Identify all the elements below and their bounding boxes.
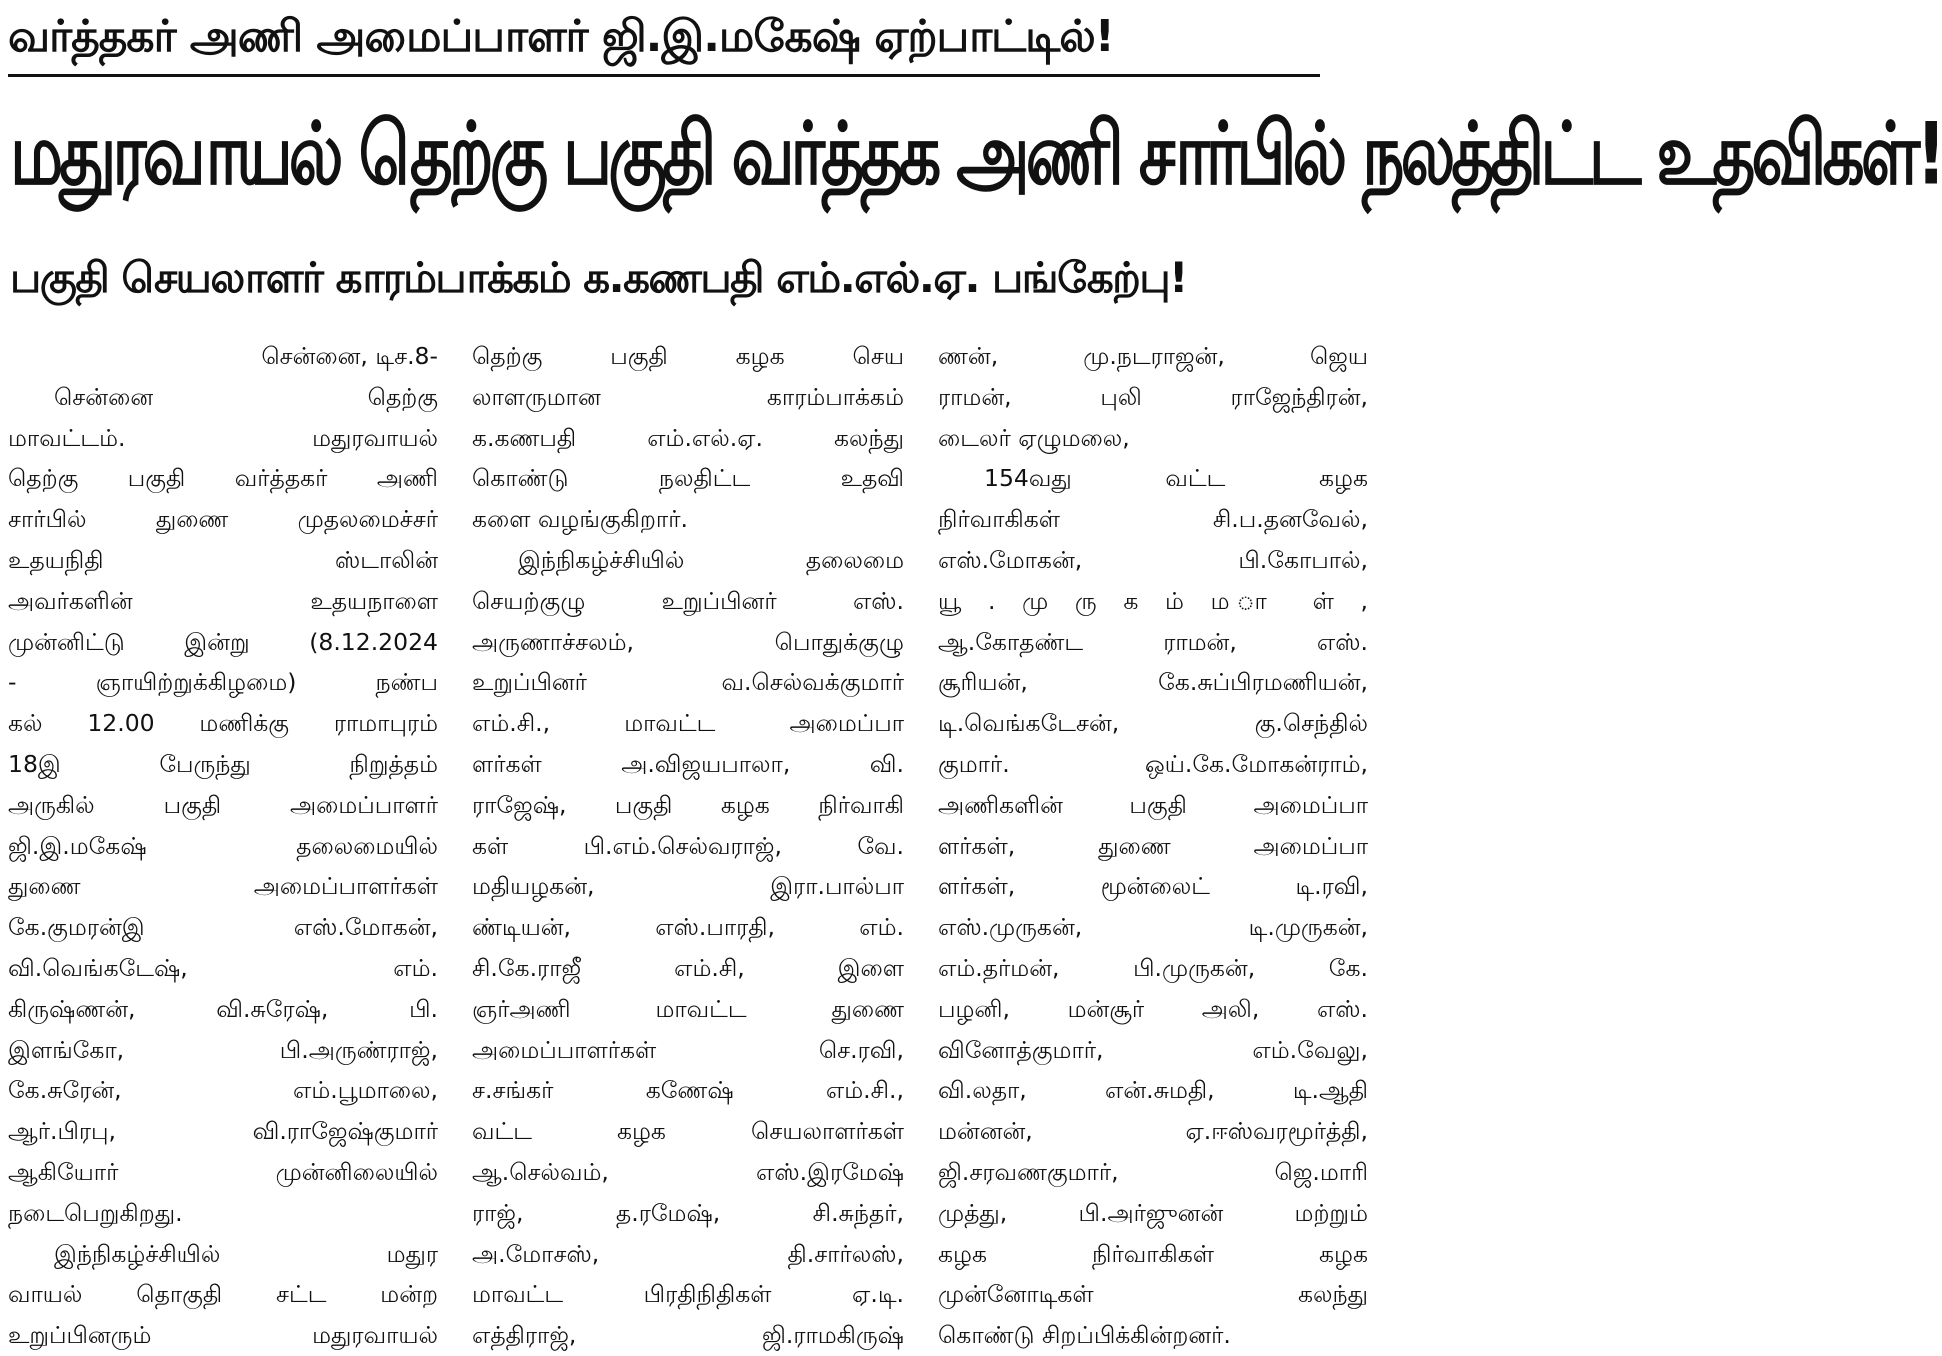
column-line: ளர்கள், மூன்லைட் டி.ரவி, (938, 872, 1368, 901)
column-line: ஜி.இ.மகேஷ் தலைமையில் (8, 831, 438, 860)
column-line: வினோத்குமார், எம்.வேலு, (938, 1035, 1368, 1064)
sub-headline: பகுதி செயலாளர் காரம்பாக்கம் க.கணபதி எம்.எல்.ஏ. பங்கேற்பு! (10, 253, 1187, 302)
column-line: எஸ்.முருகன், டி.முருகன், (938, 913, 1368, 942)
column-line: அருகில் பகுதி அமைப்பாளர் (8, 790, 438, 819)
article-column-2 (472, 336, 904, 1350)
column-line: தெற்கு பகுதி வர்த்தகர் அணி (8, 464, 438, 493)
column-line: ராஜேஷ், பகுதி கழக நிர்வாகி (472, 790, 904, 819)
main-headline: மதுரவாயல் தெற்கு பகுதி வர்த்தக அணி சார்பில் நலத்திட்ட உதவிகள்! (10, 104, 1942, 205)
column-line: அவர்களின் உதயநாளை (8, 586, 438, 615)
column-line: இந்நிகழ்ச்சியில் தலைமை (518, 545, 904, 574)
column-line: உதயநிதி ஸ்டாலின் (8, 545, 438, 574)
column-line: ஆர்.பிரபு, வி.ராஜேஷ்குமார் (8, 1117, 438, 1146)
dateline: சென்னை, டிச.8- (261, 342, 438, 370)
column-line: கொண்டு சிறப்பிக்கின்றனர். (938, 1321, 1231, 1350)
column-line: இளங்கோ, பி.அருண்ராஜ், (8, 1035, 438, 1064)
column-line: வட்ட கழக செயலாளர்கள் (472, 1117, 904, 1146)
column-line: சி.கே.ராஜீ எம்.சி, இளை (472, 953, 904, 982)
column-line: கள் பி.எம்.செல்வராஜ், வே. (472, 831, 904, 860)
column-line: நடைபெறுகிறது. (8, 1198, 183, 1227)
kicker-headline: வர்த்தகர் அணி அமைப்பாளர் ஜி.இ.மகேஷ் ஏற்பாட்டில்! (8, 2, 1320, 77)
column-line: செயற்குழு உறுப்பினர் எஸ். (472, 586, 904, 615)
column-line: 154வது வட்ட கழக (984, 464, 1368, 493)
column-line: ராஜ், த.ரமேஷ், சி.சுந்தர், (472, 1198, 904, 1227)
column-line: அ.மோசஸ், தி.சார்லஸ், (472, 1239, 904, 1268)
column-line: துணை அமைப்பாளர்கள் (8, 872, 438, 901)
article-column-1 (8, 336, 438, 1350)
column-line: முன்னோடிகள் கலந்து (938, 1280, 1368, 1309)
column-line: தெற்கு பகுதி கழக செய (472, 342, 904, 370)
column-line: எத்திராஜ், ஜி.ராமகிருஷ் (472, 1321, 904, 1350)
column-line: சென்னை தெற்கு (54, 382, 438, 411)
column-line: கொண்டு நலதிட்ட உதவி (472, 464, 904, 493)
column-line: அருணாச்சலம், பொதுக்குழு (472, 627, 904, 656)
column-line: வி.லதா, என்.சுமதி, டி.ஆதி (938, 1076, 1368, 1105)
column-line: கழக நிர்வாகிகள் கழக (938, 1239, 1368, 1268)
column-line: ளர்கள் அ.விஜயபாலா, வி. (472, 749, 904, 778)
column-line: எம்.சி., மாவட்ட அமைப்பா (472, 709, 904, 738)
column-line: மாவட்ட பிரதிநிதிகள் ஏ.டி. (472, 1280, 904, 1309)
column-line: வாயல் தொகுதி சட்ட மன்ற (8, 1280, 438, 1309)
column-line: உறுப்பினர் வ.செல்வக்குமார் (472, 668, 904, 697)
column-line: யூ . மு ரு க ம் ம ா ள் , (938, 586, 1368, 615)
column-line: முன்னிட்டு இன்று (8.12.2024 (8, 627, 438, 656)
column-line: ண்டியன், எஸ்.பாரதி, எம். (472, 913, 904, 942)
column-line: உறுப்பினரும் மதுரவாயல் (8, 1321, 438, 1350)
column-line: டி.வெங்கடேசன், கு.செந்தில் (938, 709, 1368, 738)
column-line: அணிகளின் பகுதி அமைப்பா (938, 790, 1368, 819)
article-column-3 (938, 336, 1368, 1350)
column-line: ஆ.செல்வம், எஸ்.இரமேஷ் (472, 1157, 904, 1186)
column-line: கல் 12.00 மணிக்கு ராமாபுரம் (8, 709, 438, 738)
column-line: ஆ.கோதண்ட ராமன், எஸ். (938, 627, 1368, 656)
column-line: ராமன், புலி ராஜேந்திரன், (938, 382, 1368, 411)
column-line: மதியழகன், இரா.பால்பா (472, 872, 904, 901)
column-line: சார்பில் துணை முதலமைச்சர் (8, 505, 438, 534)
column-line: லாளருமான காரம்பாக்கம் (472, 382, 904, 411)
column-line: க.கணபதி எம்.எல்.ஏ. கலந்து (472, 423, 904, 452)
column-line: அமைப்பாளர்கள் செ.ரவி, (472, 1035, 904, 1064)
column-line: ஆகியோர் முன்னிலையில் (8, 1157, 438, 1186)
column-line: இந்நிகழ்ச்சியில் மதுர (54, 1239, 438, 1268)
column-line: - ஞாயிற்றுக்கிழமை) நண்ப (8, 668, 438, 697)
column-line: ளர்கள், துணை அமைப்பா (938, 831, 1368, 860)
column-line: நிர்வாகிகள் சி.ப.தனவேல், (938, 505, 1368, 534)
column-line: எஸ்.மோகன், பி.கோபால், (938, 545, 1368, 574)
column-line: ஞர்அணி மாவட்ட துணை (472, 994, 904, 1023)
column-line: எம்.தர்மன், பி.முருகன், கே. (938, 953, 1368, 982)
column-line: களை வழங்குகிறார். (472, 505, 688, 534)
column-line: டைலர் ஏழுமலை, (938, 423, 1130, 452)
column-line: சூரியன், கே.சுப்பிரமணியன், (938, 668, 1368, 697)
column-line: கே.சுரேன், எம்.பூமாலை, (8, 1076, 438, 1105)
column-line: ஜி.சரவணகுமார், ஜெ.மாரி (938, 1157, 1368, 1186)
column-line: முத்து, பி.அர்ஜுனன் மற்றும் (938, 1198, 1368, 1227)
column-line: பழனி, மன்சூர் அலி, எஸ். (938, 994, 1368, 1023)
column-line: வி.வெங்கடேஷ், எம். (8, 953, 438, 982)
column-line: குமார். ஒய்.கே.மோகன்ராம், (938, 749, 1368, 778)
column-line: கிருஷ்ணன், வி.சுரேஷ், பி. (8, 994, 438, 1023)
column-line: 18இ பேருந்து நிறுத்தம் (8, 749, 438, 778)
column-line: ணன், மு.நடராஜன், ஜெய (938, 342, 1368, 370)
column-line: ச.சங்கர் கணேஷ் எம்.சி., (472, 1076, 904, 1105)
column-line: கே.குமரன்இ எஸ்.மோகன், (8, 913, 438, 942)
column-line: மன்னன், ஏ.ஈஸ்வரமூர்த்தி, (938, 1117, 1368, 1146)
column-line: மாவட்டம். மதுரவாயல் (8, 423, 438, 452)
